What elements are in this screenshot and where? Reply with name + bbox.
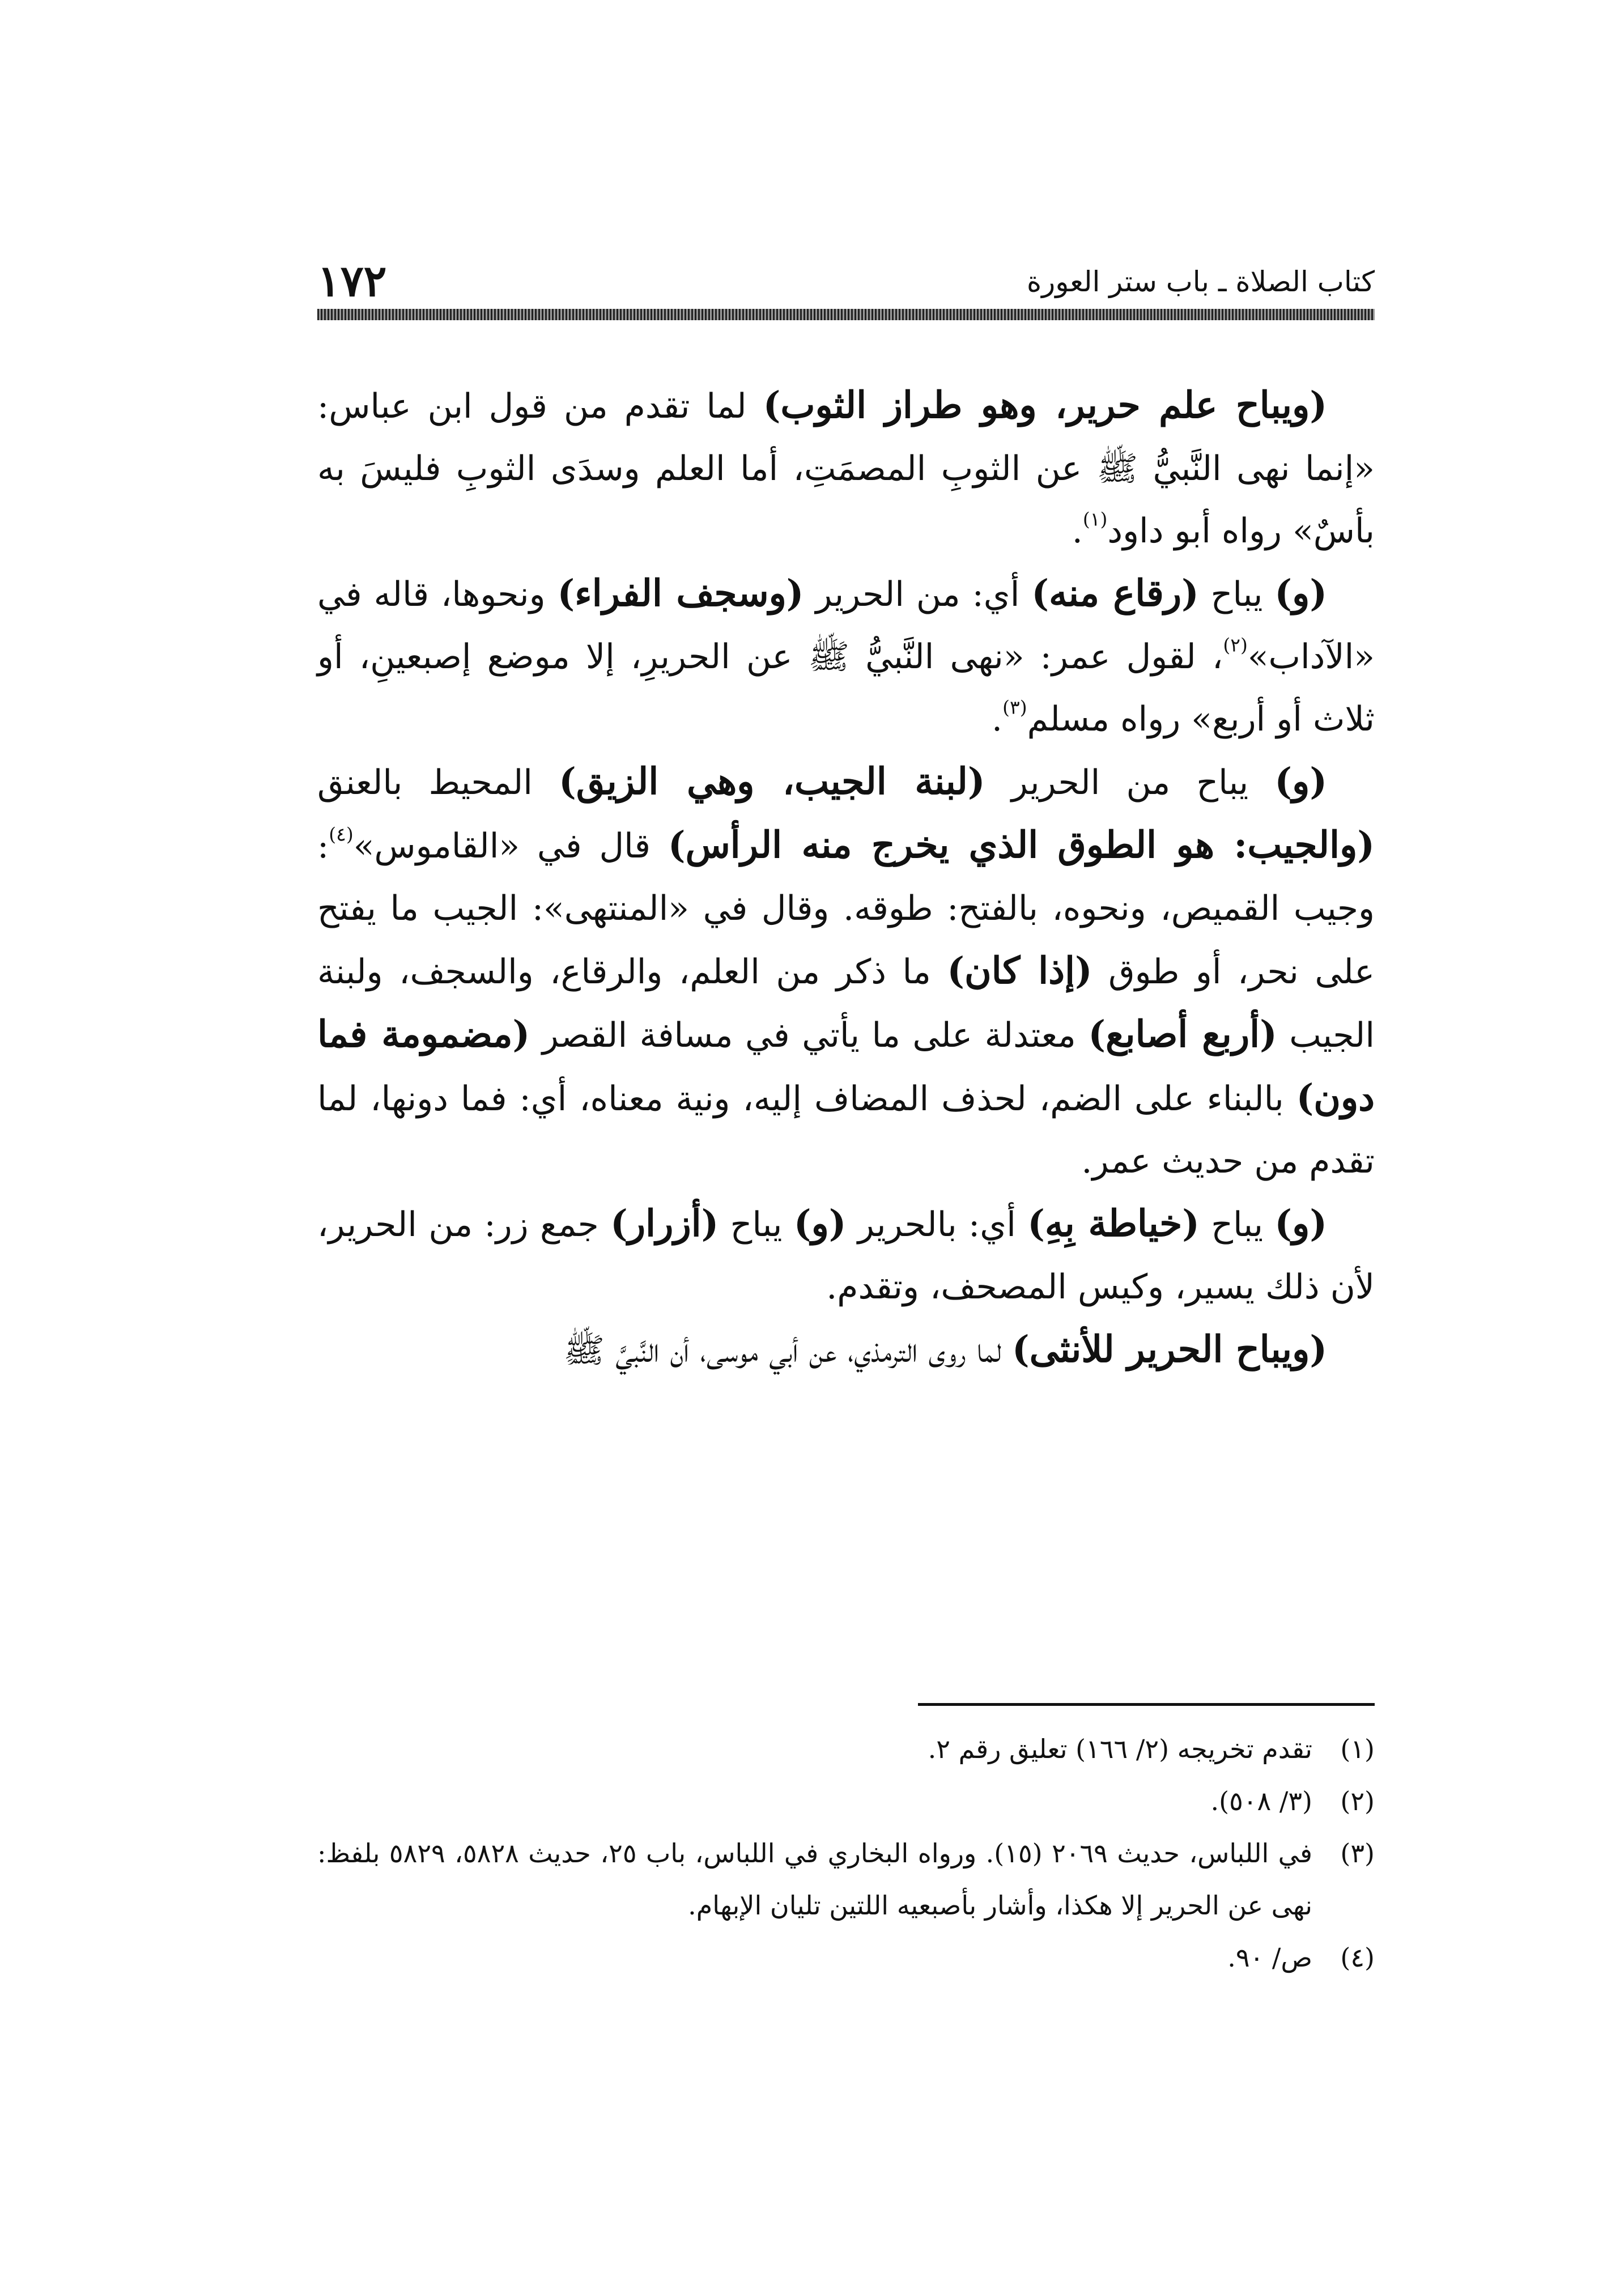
page-header	[317, 244, 1375, 306]
matn-text: (ويباح علم حرير، وهو طراز الثوب)	[763, 384, 1327, 427]
sharh-text: يباح	[719, 1205, 794, 1245]
footnote-item	[317, 1723, 1375, 1775]
matn-text: (والجيب: هو الطوق الذي يخرج منه الرأس)	[668, 823, 1375, 867]
matn-text: (لبنة الجيب، وهي الزيق)	[559, 760, 985, 803]
footnote-divider	[918, 1703, 1375, 1706]
matn-text: (و)	[793, 1202, 847, 1245]
paragraph	[317, 750, 1375, 1192]
paragraph	[317, 1192, 1375, 1318]
sharh-text: جمع زر: من الحرير، لأن ذلك يسير، وكيس المصحف، وتقدم.	[317, 1205, 1375, 1307]
sharh-text: ونحوها، قاله في «الآداب»	[317, 575, 1375, 677]
footnote-number: (١)	[1340, 1734, 1375, 1764]
paragraph	[317, 562, 1375, 750]
footnote-number: (٢)	[1340, 1786, 1375, 1816]
footnote-number: (٤)	[1340, 1942, 1375, 1973]
header-divider	[317, 309, 1375, 320]
matn-text: (مضمومة فما دون)	[317, 1013, 1375, 1119]
sharh-text: بالبناء على الضم، لحذف المضاف إليه، ونية معناه، أي: فما دونها، لما تقدم من حديث عمر.	[317, 1079, 1375, 1181]
sharh-text: أي: بالحرير	[846, 1205, 1028, 1245]
page-number: ١٧٢	[317, 256, 387, 306]
sharh-text: يباح	[1198, 575, 1275, 614]
matn-text: (و)	[1274, 1202, 1327, 1245]
matn-text: (ويباح الحرير للأنثى)	[1012, 1328, 1327, 1371]
matn-text: (رقاع منه)	[1031, 572, 1199, 615]
sharh-text: ما ذكر من العلم، والرقاع، والسجف، ولبنة الجيب	[317, 952, 1375, 1055]
footnote-text: تقدم تخريجه (٢/ ١٦٦) تعليق رقم ٢.	[928, 1734, 1312, 1764]
footnote-text: (٣/ ٥٠٨).	[1210, 1786, 1312, 1816]
footnote-number: (٣)	[1340, 1838, 1375, 1869]
sharh-text: يباح	[1199, 1205, 1275, 1245]
sharh-text: .	[1072, 511, 1083, 551]
footnote-item	[317, 1775, 1375, 1827]
sharh-text: ، لقول عمر: «نهى النَّبيُّ ﷺ عن الحريرِ، إلا موضع إصبعينِ، أو ثلاث أو أربع» رواه مسلم	[317, 637, 1375, 739]
matn-text: (وسجف الفراء)	[557, 572, 804, 615]
footnote-item	[317, 1827, 1375, 1931]
footnote-ref: (١)	[1082, 508, 1108, 530]
footnote-text: ص/ ٩٠.	[1227, 1942, 1312, 1973]
sharh-text: لما تقدم من قول ابن عباس: «إنما نهى النَّبيُّ ﷺ عن الثوبِ المصمَتِ، أما العلم وسدَى الثوبِ فليسَ به بأسٌ» رواه أبو داود	[317, 387, 1375, 551]
sharh-text: .	[992, 699, 1003, 739]
matn-text: (أزرار)	[610, 1202, 719, 1245]
sharh-text: قال في «القاموس»	[353, 826, 668, 866]
footnote-item	[317, 1931, 1375, 1984]
matn-text: (و)	[1274, 760, 1327, 803]
sharh-text: أي: من الحرير	[804, 575, 1032, 614]
footnote-ref: (٢)	[1223, 634, 1248, 656]
footnote-ref: (٣)	[1002, 696, 1027, 719]
paragraph	[317, 374, 1375, 562]
sharh-text: : وجيب القميص، ونحوه، بالفتح: طوقه. وقال في «المنتهى»: الجيب ما يفتح على نحر، أو طوق	[317, 826, 1375, 992]
sharh-text: معتدلة على ما يأتي في مسافة القصر	[530, 1016, 1089, 1055]
footnote-ref: (٤)	[329, 823, 354, 846]
paragraph	[317, 1318, 1375, 1382]
sharh-text: المحيط بالعنق	[317, 763, 559, 802]
running-title: كتاب الصلاة ـ باب ستر العورة	[1026, 265, 1375, 298]
sharh-text: لما روى الترمذي، عن أبي موسى، أن النَّبيَّ ﷺ	[563, 1331, 1012, 1370]
matn-text: (و)	[1274, 572, 1327, 615]
matn-text: (أربع أصابع)	[1088, 1013, 1277, 1056]
sharh-text: يباح من الحرير	[985, 763, 1275, 802]
main-text	[317, 374, 1375, 1382]
matn-text: (إذا كان)	[947, 949, 1092, 992]
matn-text: (خياطة بِهِ)	[1027, 1202, 1200, 1245]
footnote-text: في اللباس، حديث ٢٠٦٩ (١٥). ورواه البخاري في اللباس، باب ٢٥، حديث ٥٨٢٨، ٥٨٢٩ بلفظ: نهى عن الحرير إلا هكذا، وأشار بأصبعيه اللتين تليان الإبهام.	[317, 1838, 1313, 1921]
footnotes	[317, 1723, 1375, 1984]
